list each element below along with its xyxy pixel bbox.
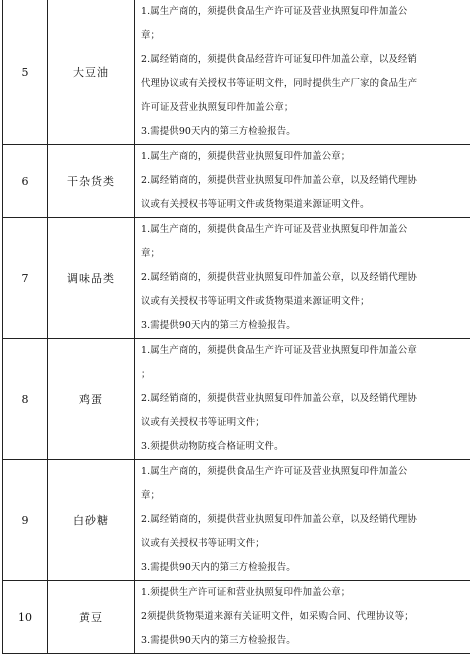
requirement-line: 2须提供货物渠道来源有关证明文件，如采购合同、代理协议等； (141, 605, 470, 629)
requirement-line: 3.需提供90天内的第三方检验报告。 (141, 556, 470, 580)
table-row (3, 460, 470, 581)
requirement-line: 2.属经销商的，须提供食品经营许可证复印件加盖公章，以及经销 (141, 48, 470, 72)
requirement-line: 1.属生产商的，须提供营业执照复印件加盖公章； (141, 145, 470, 169)
requirement-line: 1.属生产商的，须提供食品生产许可证及营业执照复印件加盖公 (141, 218, 470, 242)
requirement-line: 1.属生产商的，须提供食品生产许可证及营业执照复印件加盖公 (141, 0, 470, 24)
requirements-cell (135, 145, 470, 218)
requirement-line: 3.须提供动物防疫合格证明文件。 (141, 435, 470, 459)
product-name: 干杂货类 (48, 145, 135, 218)
requirement-line: 2.属经销商的，须提供营业执照复印件加盖公章，以及经销代理协 (141, 266, 470, 290)
row-number: 7 (3, 218, 48, 339)
row-number: 10 (3, 581, 48, 654)
requirement-line: 议或有关授权书等证明文件或货物渠道来源证明文件； (141, 290, 470, 314)
requirement-line: 议或有关授权书等证明文件或货物渠道来源证明文件。 (141, 193, 470, 217)
requirement-line: 议或有关授权书等证明文件； (141, 532, 470, 556)
requirements-cell (135, 581, 470, 654)
requirement-line: 许可证及营业执照复印件加盖公章； (141, 96, 470, 120)
requirement-line: 1.属生产商的，须提供食品生产许可证及营业执照复印件加盖公 (141, 460, 470, 484)
requirement-line: 章； (141, 484, 470, 508)
row-number: 6 (3, 145, 48, 218)
requirement-line: 1.属生产商的，须提供食品生产许可证及营业执照复印件加盖公章 (141, 339, 470, 363)
requirements-cell (135, 218, 470, 339)
table-row (3, 0, 470, 145)
requirements-cell (135, 339, 470, 460)
requirements-cell (135, 0, 470, 145)
product-name: 黄豆 (48, 581, 135, 654)
requirement-line: 1.须提供生产许可证和营业执照复印件加盖公章； (141, 581, 470, 605)
requirement-line: ； (141, 363, 470, 387)
requirement-line: 2.属经销商的，须提供营业执照复印件加盖公章，以及经销代理协 (141, 169, 470, 193)
requirement-line: 代理协议或有关授权书等证明文件，同时提供生产厂家的食品生产 (141, 72, 470, 96)
requirements-table (2, 0, 470, 654)
requirement-line: 章； (141, 24, 470, 48)
requirement-line: 3.需提供90天内的第三方检验报告。 (141, 314, 470, 338)
requirements-cell (135, 460, 470, 581)
requirement-line: 3.需提供90天内的第三方检验报告。 (141, 120, 470, 144)
requirement-line: 章； (141, 242, 470, 266)
row-number: 5 (3, 0, 48, 145)
requirement-line: 2.属经销商的，须提供营业执照复印件加盖公章，以及经销代理协 (141, 387, 470, 411)
product-name: 白砂糖 (48, 460, 135, 581)
product-name: 鸡蛋 (48, 339, 135, 460)
table-row (3, 581, 470, 654)
row-number: 8 (3, 339, 48, 460)
requirement-line: 3.需提供90天内的第三方检验报告。 (141, 629, 470, 653)
row-number: 9 (3, 460, 48, 581)
requirements-table-body (3, 0, 470, 654)
table-row (3, 339, 470, 460)
table-row (3, 218, 470, 339)
requirement-line: 议或有关授权书等证明文件； (141, 411, 470, 435)
table-row (3, 145, 470, 218)
requirement-line: 2.属经销商的，须提供营业执照复印件加盖公章，以及经销代理协 (141, 508, 470, 532)
product-name: 调味品类 (48, 218, 135, 339)
product-name: 大豆油 (48, 0, 135, 145)
